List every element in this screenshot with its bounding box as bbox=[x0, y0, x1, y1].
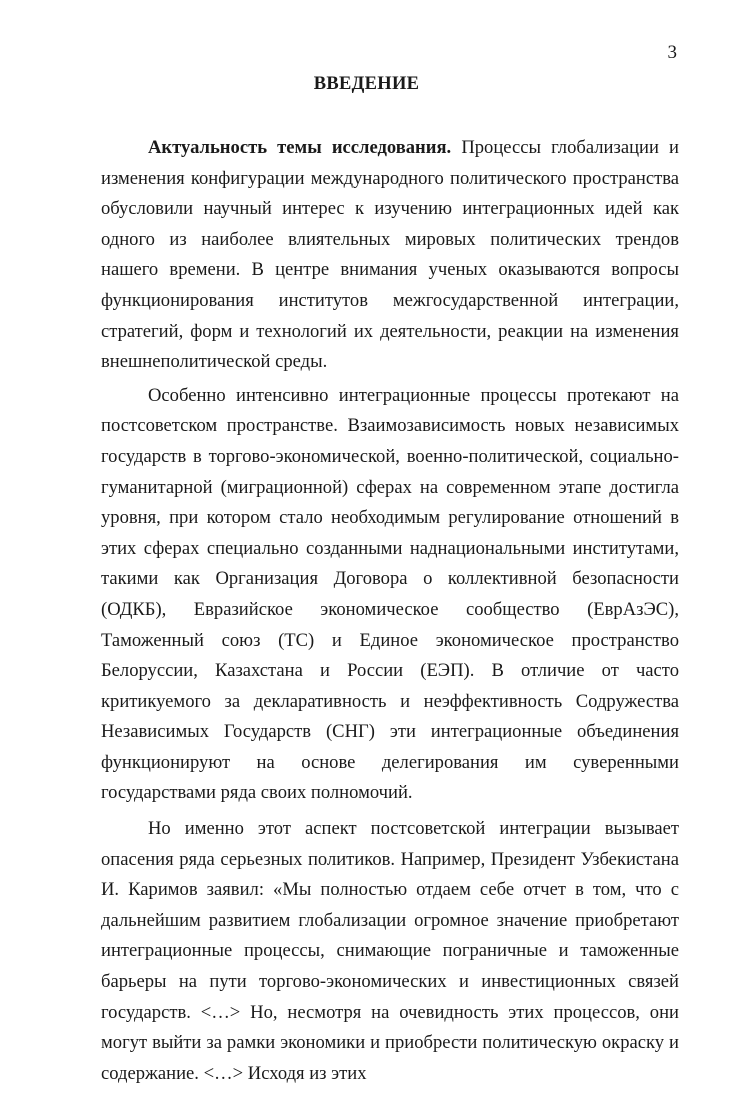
paragraph-lead: Актуальность темы исследования. bbox=[148, 137, 452, 158]
page-number: 3 bbox=[667, 42, 677, 63]
section-heading: ВВЕДЕНИЕ bbox=[313, 74, 420, 94]
paragraph-post-soviet-integration: Особенно интенсивно интеграционные процессы протекают на постсоветском пространстве. Взаимозависимость новых независимых государств в торгово-экономической, военно-политической, социально-гуманитарной (миграционной) сферах на современном этапе достигла уровня, при котором стало необходимым регулирование отношений в этих сферах специально созданными наднациональными институтами, такими как Организация Договора о коллективной безопасности (ОДКБ), Евразийское экономическое сообщество (ЕврАзЭС), Таможенный союз (ТС) и Единое экономическое пространство Белоруссии, Казахстана и России (ЕЭП). В отличие от часто критикуемого за декларативность и неэффективность Содружества Независимых Государств (СНГ) эти интеграционные объединения функционируют на основе делегирования им суверенными государствами ряда своих полномочий. bbox=[101, 384, 679, 804]
paragraph-text: Процессы глобализации и изменения конфигурации международного политического пространства обусловили научный интерес к изучению интеграционных идей как одного из наиболее влиятельных мировых политических трендов нашего времени. В центре внимания ученых оказываются вопросы функционирования институтов межгосударственной интеграции, стратегий, форм и технологий их деятельности, реакции на изменения внешнеполитической среды. bbox=[101, 137, 679, 373]
paragraph-karimov-quote: Но именно этот аспект постсоветской интеграции вызывает опасения ряда серьезных политиков. Например, Президент Узбекистана И. Каримов заявил: «Мы полностью отдаем себе отчет в том, что с дальнейшим развитием глобализации огромное значение приобретают интеграционные процессы, снимающие пограничные и таможенные барьеры на пути торгово-экономических и инвестиционных связей государств. <…> Но, несмотря на очевидность этих процессов, они могут выйти за рамки экономики и приобрести политическую окраску и содержание. <…> Исходя из этих bbox=[101, 818, 679, 1084]
body-text bbox=[101, 133, 679, 1089]
paragraph-relevance bbox=[101, 133, 679, 378]
